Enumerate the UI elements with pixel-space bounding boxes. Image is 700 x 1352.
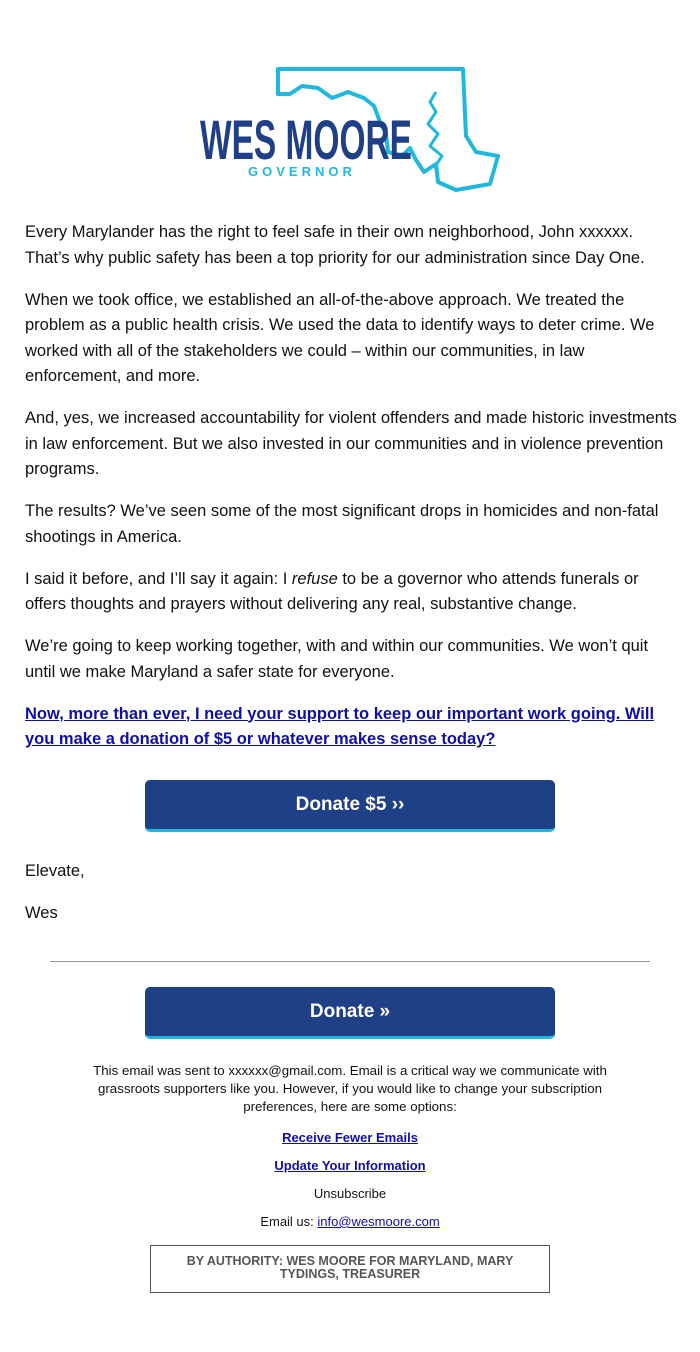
signature-name: Wes	[25, 904, 58, 922]
authority-disclaimer: BY AUTHORITY: WES MOORE FOR MARYLAND, MARY TYDINGS, TREASURER	[150, 1245, 550, 1293]
emphasis-refuse: refuse	[291, 569, 338, 588]
paragraph-3: And, yes, we increased accountability for violent offenders and made historic investments in law enforcement. But we also invested in our communities and in violence prevention programs.	[25, 409, 677, 478]
message-body	[25, 220, 677, 753]
donation-cta-link[interactable]: Now, more than ever, I need your support to keep our important work going. Will you make a donation of $5 or whatever makes sense today?	[25, 704, 655, 748]
paragraph-2: When we took office, we established an all-of-the-above approach. We treated the problem as a public health crisis. We used the data to identify ways to deter crime. We worked with all of the stakeholders we could – within our communities, in law enforcement, and more.	[25, 290, 655, 385]
unsubscribe-row	[0, 1186, 700, 1201]
paragraph-1: Every Marylander has the right to feel safe in their own neighborhood, John xxxxxx. That’s why public safety has been a top priority for our administration since Day One.	[25, 223, 645, 267]
logo-name: WES MOORE	[200, 108, 412, 171]
logo-subtitle: GOVERNOR	[248, 164, 356, 179]
signoff: Elevate,	[25, 862, 85, 880]
wes-moore-governor-logo	[198, 64, 502, 194]
paragraph-5: I said it before, and I’ll say it again: I refuse to be a governor who attends funerals or offers thoughts and prayers without delivering any real, substantive change.	[25, 569, 639, 613]
maryland-state-outline-icon	[198, 64, 502, 194]
cta-paragraph	[25, 702, 677, 753]
paragraph-6: We’re going to keep working together, with and within our communities. We won’t quit until we make Maryland a safer state for everyone.	[25, 637, 649, 681]
donate-5-button[interactable]: Donate $5 ››	[145, 780, 555, 832]
fewer-emails-row	[0, 1130, 700, 1145]
footer-notice	[70, 1062, 630, 1116]
divider	[50, 961, 650, 962]
update-information-link[interactable]: Update Your Information	[274, 1158, 426, 1173]
unsubscribe-link[interactable]: Unsubscribe	[313, 1186, 387, 1201]
email-address-link[interactable]: info@wesmoore.com	[317, 1214, 440, 1229]
subscription-notice: This email was sent to xxxxxx@gmail.com. Email is a critical way we communicate with grassroots supporters like you. However, if you would like to change your subscription preferences, here are some options:	[93, 1063, 607, 1114]
email-us-row	[0, 1214, 700, 1229]
email-us-label: Email us:	[260, 1214, 318, 1229]
receive-fewer-emails-link[interactable]: Receive Fewer Emails	[282, 1130, 418, 1145]
update-info-row	[0, 1158, 700, 1173]
donate-button[interactable]: Donate »	[145, 987, 555, 1039]
paragraph-4: The results? We’ve seen some of the most significant drops in homicides and non-fatal shootings in America.	[25, 502, 659, 546]
